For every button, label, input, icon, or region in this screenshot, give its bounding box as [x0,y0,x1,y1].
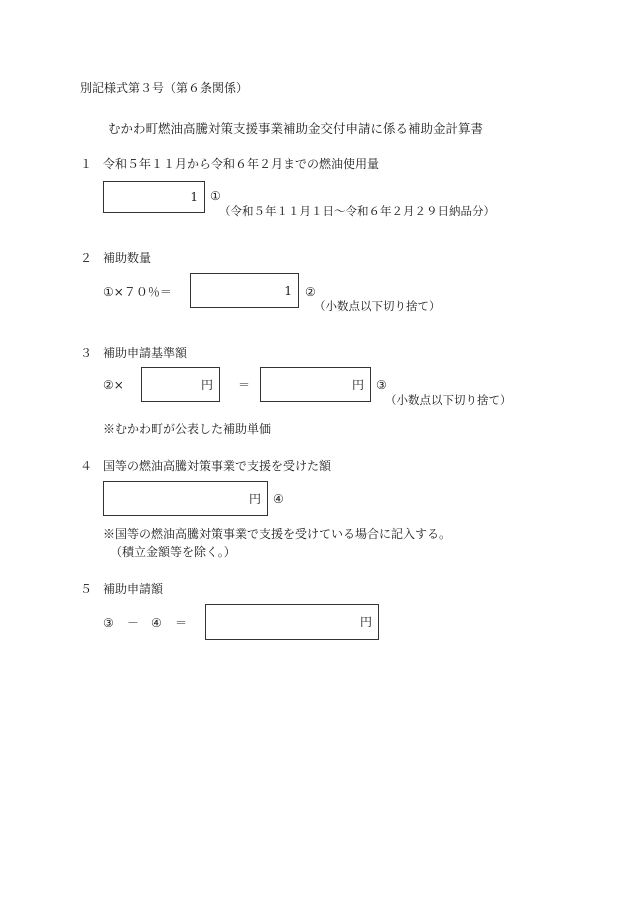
section-2-note: （小数点以下切り捨て） [314,299,441,313]
document-title: むかわ町燃油高騰対策支援事業補助金交付申請に係る補助金計算書 [108,121,484,136]
section-1-number: １ [80,157,93,171]
section-1-heading: 令和５年１１月から令和６年２月までの燃油使用量 [103,157,380,171]
operand-4: ④ [151,616,162,630]
operand-3: ③ [103,616,114,630]
section-3-number: ３ [80,346,93,360]
section-4-footnote-1: ※国等の燃油高騰対策事業で支援を受けている場合に記入する。 [103,527,452,541]
fuel-usage-field[interactable] [103,181,205,213]
section-3-note: （小数点以下切り捨て） [385,393,512,407]
minus-sign: － [127,616,140,630]
marker-1: ① [210,189,221,203]
section-5-number: ５ [80,582,93,596]
section-2-number: ２ [80,251,93,265]
unit-price-unit: 円 [200,377,213,392]
national-support-field[interactable] [103,481,268,516]
section-1-note: （令和５年１１月１日～令和６年２月２９日納品分） [219,204,495,218]
section-4-number: ４ [80,459,93,473]
subsidy-quantity-field[interactable] [190,273,299,308]
form-label: 別記様式第３号（第６条関係） [80,81,249,95]
national-support-unit: 円 [248,491,261,506]
marker-4: ④ [273,492,284,506]
marker-2: ② [305,285,316,299]
application-amount-field[interactable] [205,604,379,640]
marker-3: ③ [376,378,387,392]
base-amount-field[interactable] [260,367,371,402]
application-amount-unit: 円 [359,615,372,629]
equals-sign-2: ＝ [175,616,188,630]
section-3-heading: 補助申請基準額 [103,346,188,360]
section-3-formula-left: ②× [103,378,124,392]
equals-sign: ＝ [238,378,251,392]
section-3-footnote: ※むかわ町が公表した補助単価 [103,422,272,436]
section-2-heading: 補助数量 [103,251,152,265]
section-4-heading: 国等の燃油高騰対策事業で支援を受けた額 [103,459,332,473]
base-amount-unit: 円 [351,377,364,392]
unit-price-field[interactable] [141,367,220,402]
section-5-heading: 補助申請額 [103,582,164,596]
section-4-footnote-2: （積立金額等を除く。） [110,545,236,559]
fuel-usage-value: 1 [190,190,198,204]
subsidy-quantity-value: 1 [284,283,292,298]
section-2-formula: ①×７０％＝ [103,285,172,299]
